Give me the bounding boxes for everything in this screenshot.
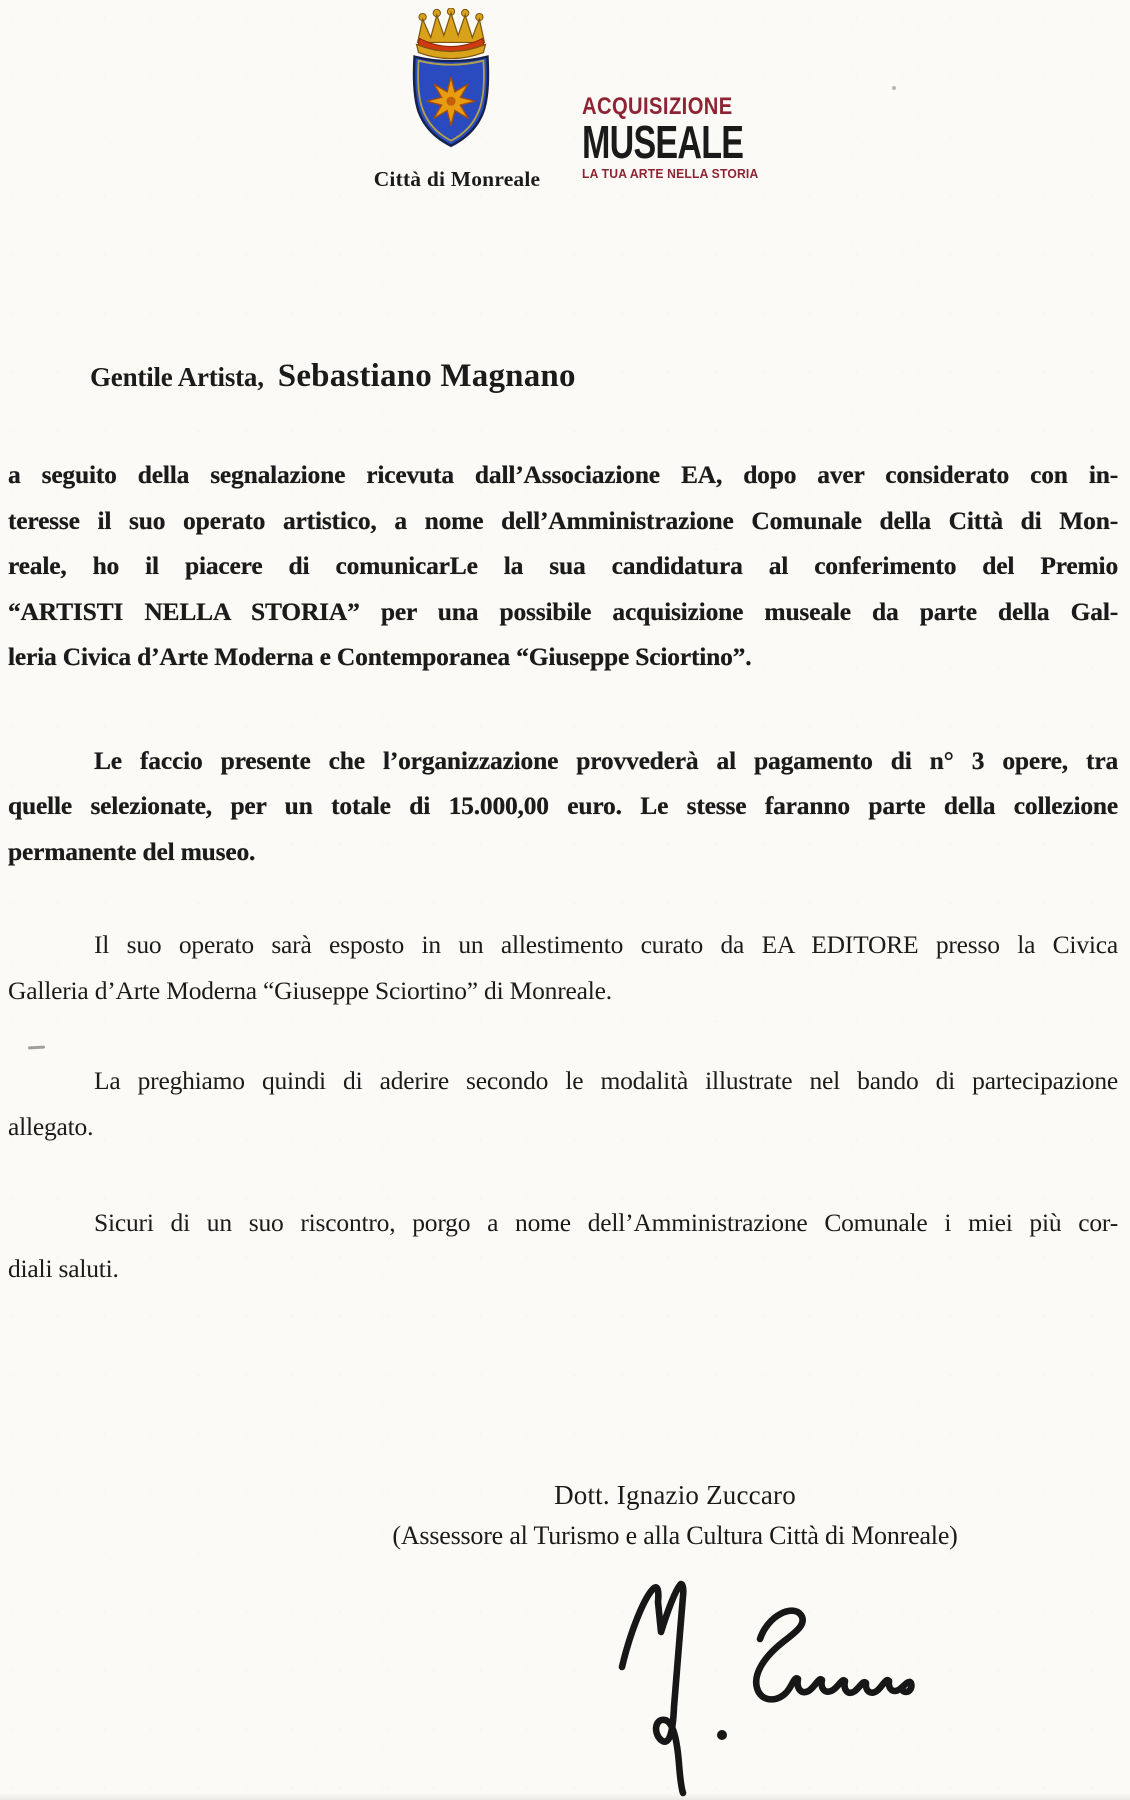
letter-line: leria Civica d’Arte Moderna e Contemporanea “Giuseppe Sciortino”.	[8, 642, 752, 671]
signature-scrawl-icon	[592, 1575, 922, 1797]
letter-line: a seguito della segnalazione ricevuta dall’Associazione EA, dopo aver considerato con in-	[8, 460, 1118, 489]
coat-of-arms-icon	[400, 8, 502, 160]
letter-line: permanente del museo.	[8, 836, 256, 866]
logo-tagline-text: LA TUA ARTE NELLA STORIA	[582, 167, 759, 181]
letter-line: teresse il suo operato artistico, a nome dell’Amministrazione Comunale della Città di Mon-	[8, 505, 1118, 535]
letter-line: “ARTISTI NELLA STORIA” per una possibile acquisizione museale da parte della Gal-	[8, 596, 1118, 626]
paragraph	[8, 1200, 1118, 1291]
letter-line: Galleria d’Arte Moderna “Giuseppe Sciortino” di Monreale.	[8, 975, 612, 1005]
paragraph	[8, 1058, 1118, 1149]
letter-line: quelle selezionate, per un totale di 15.000,00 euro. Le stesse faranno parte della collezione	[8, 791, 1118, 820]
recipient-name: Sebastiano Magnano	[277, 358, 576, 394]
salutation-label: Gentile Artista,	[90, 362, 264, 392]
crest-caption: Città di Monreale	[373, 167, 541, 191]
letter-line: La preghiamo quindi di aderire secondo le modalità illustrate nel bando di partecipazione	[94, 1066, 1118, 1095]
paragraph	[8, 452, 1118, 680]
letter-line: diali saluti.	[8, 1253, 119, 1283]
logo-acquisizione-text: ACQUISIZIONE	[582, 93, 733, 120]
scan-edge-shadow	[0, 1793, 1130, 1800]
monreale-coat-of-arms	[400, 8, 502, 160]
handwritten-signature	[592, 1575, 922, 1797]
signer-name: Dott. Ignazio Zuccaro	[554, 1480, 796, 1510]
letter-line: Il suo operato sarà esposto in un allestimento curato da EA EDITORE presso la Civica	[94, 930, 1118, 959]
logo-museale-text: MUSEALE	[582, 116, 744, 168]
letter-line: Le faccio presente che l’organizzazione provvederà al pagamento di n° 3 opere, tra	[94, 745, 1118, 775]
letter-paragraphs	[8, 452, 1118, 1291]
letter-line: Sicuri di un suo riscontro, porgo a nome dell’Amministrazione Comunale i miei più cor-	[94, 1208, 1118, 1237]
acquisizione-museale-logo	[582, 94, 762, 181]
scan-artifact-dot	[892, 86, 896, 90]
salutation	[90, 358, 576, 395]
letter-line: allegato.	[8, 1111, 94, 1141]
paragraph	[8, 738, 1118, 875]
signer-title: (Assessore al Turismo e alla Cultura Città di Monreale)	[392, 1521, 958, 1550]
letter-line: reale, ho il piacere di comunicarLe la sua candidatura al conferimento del Premio	[8, 551, 1118, 580]
paragraph	[8, 922, 1118, 1013]
